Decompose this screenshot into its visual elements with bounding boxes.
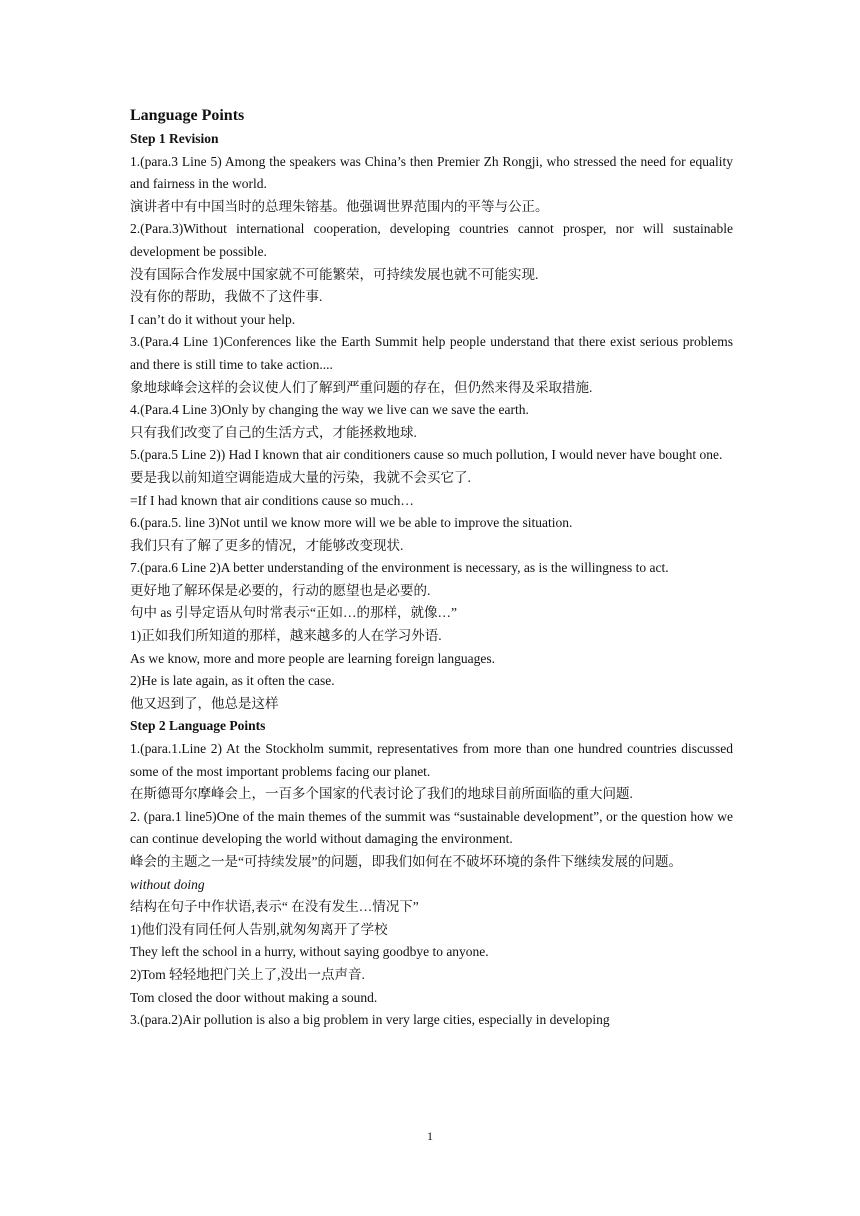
text-line: As we know, more and more people are learning foreign languages. — [130, 650, 495, 666]
document-body — [130, 104, 733, 1032]
text-line: 3.(para.2)Air pollution is also a big problem in very large cities, especially in developing — [130, 1012, 610, 1028]
text-line: 句中 as 引导定语从句时常表示“正如…的那样，就像…” — [130, 605, 457, 621]
text-line: without doing — [130, 876, 205, 892]
section-heading: Step 1 Revision — [130, 131, 219, 146]
text-line: 我们只有了解了更多的情况，才能够改变现状. — [130, 537, 404, 553]
text-line: 1.(para.1.Line 2) At the Stockholm summit, representatives from more than one hundred countries discussed some of the most important problems facing our planet. — [130, 741, 733, 779]
text-line: 3.(Para.4 Line 1)Conferences like the Earth Summit help people understand that there exist serious problems and there is still time to take action.... — [130, 334, 733, 372]
text-line: 6.(para.5. line 3)Not until we know more will we be able to improve the situation. — [130, 515, 573, 531]
text-line: 象地球峰会这样的会议使人们了解到严重问题的存在，但仍然来得及采取措施. — [130, 379, 593, 395]
text-line: 在斯德哥尔摩峰会上，一百多个国家的代表讨论了我们的地球目前所面临的重大问题. — [130, 786, 633, 802]
text-line: 要是我以前知道空调能造成大量的污染，我就不会买它了. — [130, 469, 471, 485]
text-line: 他又迟到了，他总是这样 — [130, 695, 279, 711]
text-line: I can’t do it without your help. — [130, 311, 296, 327]
page-title: Language Points — [130, 107, 245, 124]
page-number: 1 — [427, 1129, 433, 1143]
text-line: 7.(para.6 Line 2)A better understanding of the environment is necessary, as is the willingness to act. — [130, 560, 669, 576]
text-line: 4.(Para.4 Line 3)Only by changing the way we live can we save the earth. — [130, 402, 529, 418]
text-line: 演讲者中有中国当时的总理朱镕基。他强调世界范围内的平等与公正。 — [130, 198, 549, 214]
text-line: 2)He is late again, as it often the case. — [130, 673, 335, 689]
text-line: They left the school in a hurry, without saying goodbye to anyone. — [130, 944, 489, 960]
text-line: 2. (para.1 line5)One of the main themes of the summit was “sustainable development”, or the question how we can continue developing the world without damaging the environment. — [130, 808, 733, 847]
text-lines — [130, 128, 733, 1032]
text-line: 只有我们改变了自己的生活方式，才能拯救地球. — [130, 424, 417, 440]
text-line: =If I had known that air conditions cause so much… — [130, 492, 414, 508]
text-line: 没有你的帮助，我做不了这件事. — [130, 289, 323, 305]
text-line: Tom closed the door without making a sound. — [130, 989, 378, 1005]
text-line: 1.(para.3 Line 5) Among the speakers was China’s then Premier Zh Rongji, who stressed the need for equality and fairness in the world. — [130, 153, 733, 192]
text-line: 1)正如我们所知道的那样，越来越多的人在学习外语. — [130, 628, 442, 644]
text-line: 结构在句子中作状语,表示“ 在没有发生…情况下” — [130, 899, 419, 915]
section-heading: Step 2 Language Points — [130, 718, 266, 734]
text-line: 1)他们没有同任何人告别,就匆匆离开了学校 — [130, 921, 388, 937]
text-line: 5.(para.5 Line 2)) Had I known that air conditioners cause so much pollution, I would never have bought one. — [130, 447, 723, 463]
text-line: 2)Tom 轻轻地把门关上了,没出一点声音. — [130, 966, 365, 982]
text-line: 更好地了解环保是必要的，行动的愿望也是必要的. — [130, 582, 431, 598]
text-line: 没有国际合作发展中国家就不可能繁荣，可持续发展也就不可能实现. — [130, 266, 539, 282]
text-line: 峰会的主题之一是“可持续发展”的问题，即我们如何在不破坏环境的条件下继续发展的问题。 — [130, 854, 682, 869]
text-line: 2.(Para.3)Without international cooperation, developing countries cannot prosper, nor will sustainable development be possible. — [130, 221, 733, 259]
